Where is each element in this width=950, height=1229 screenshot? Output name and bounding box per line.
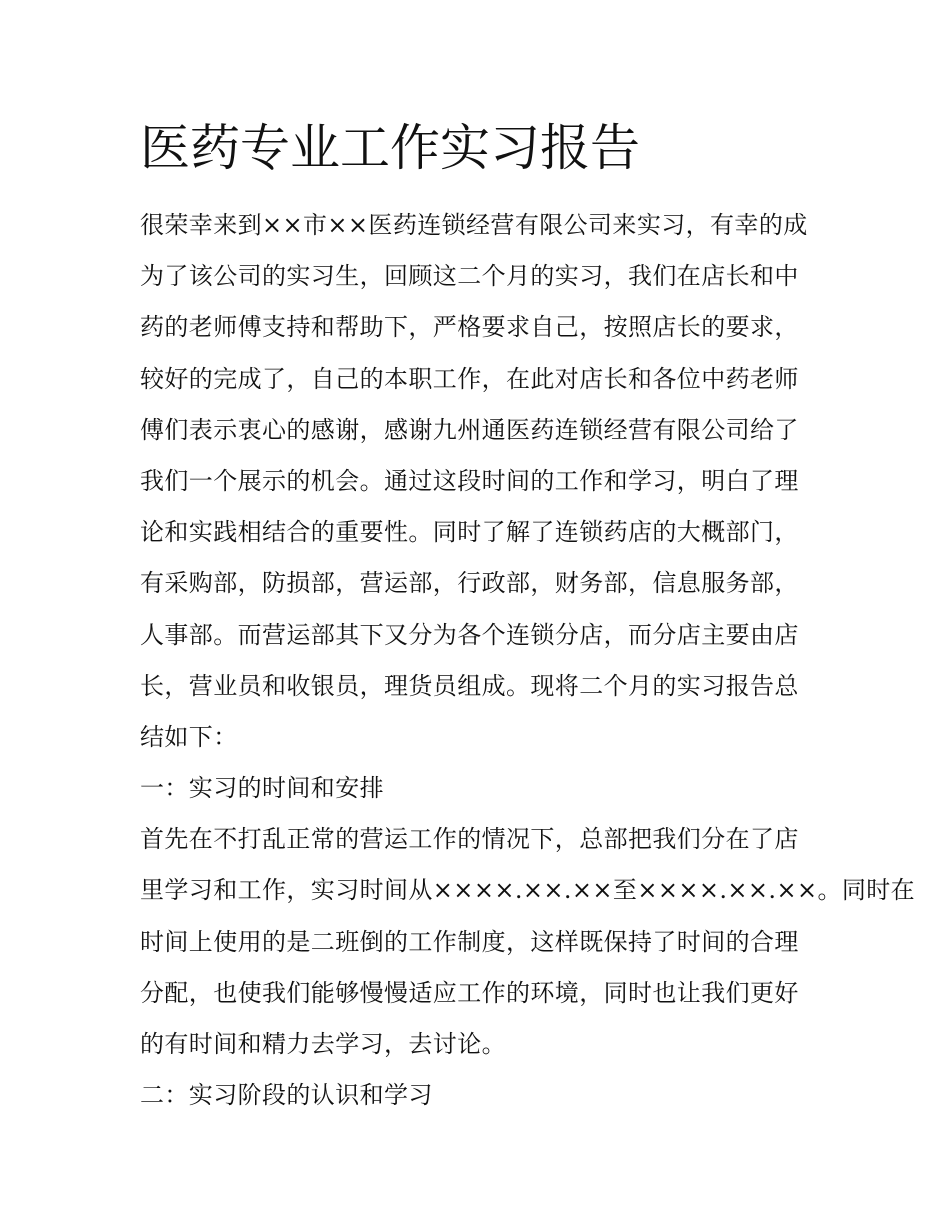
text-line: 很荣幸来到××市××医药连锁经营有限公司来实习，有幸的成 xyxy=(140,211,808,239)
text-line: 里学习和工作，实习时间从××××.××.××至××××.××.××。同时在 xyxy=(140,876,916,905)
text-line: 较好的完成了，自己的本职工作，在此对店长和各位中药老师 xyxy=(140,364,799,393)
text-line: 首先在不打乱正常的营运工作的情况下，总部把我们分在了店 xyxy=(140,825,799,854)
text-line: 论和实践相结合的重要性。同时了解了连锁药店的大概部门， xyxy=(140,518,799,547)
text-line: 时间上使用的是二班倒的工作制度，这样既保持了时间的合理 xyxy=(140,927,799,956)
text-line: 长，营业员和收银员，理货员组成。现将二个月的实习报告总 xyxy=(140,671,799,700)
text-line: 我们一个展示的机会。通过这段时间的工作和学习，明白了理 xyxy=(140,466,799,495)
document-title: 医药专业工作实习报告 xyxy=(140,119,640,177)
text-line: 药的老师傅支持和帮助下，严格要求自己，按照店长的要求， xyxy=(140,313,799,342)
text-line: 有采购部，防损部，营运部，行政部，财务部，信息服务部， xyxy=(140,569,799,598)
section-heading: 一：实习的时间和安排 xyxy=(140,774,384,803)
text-line: 结如下： xyxy=(140,722,238,751)
text-line: 傅们表示衷心的感谢，感谢九州通医药连锁经营有限公司给了 xyxy=(140,415,799,444)
text-line: 分配，也使我们能够慢慢适应工作的环境，同时也让我们更好 xyxy=(140,978,799,1007)
document-body xyxy=(140,200,916,1121)
text-line: 人事部。而营运部其下又分为各个连锁分店，而分店主要由店 xyxy=(140,620,799,649)
text-line: 的有时间和精力去学习，去讨论。 xyxy=(140,1030,506,1058)
section-heading: 二：实习阶段的认识和学习 xyxy=(140,1081,433,1110)
text-line: 为了该公司的实习生，回顾这二个月的实习，我们在店长和中 xyxy=(140,262,799,291)
